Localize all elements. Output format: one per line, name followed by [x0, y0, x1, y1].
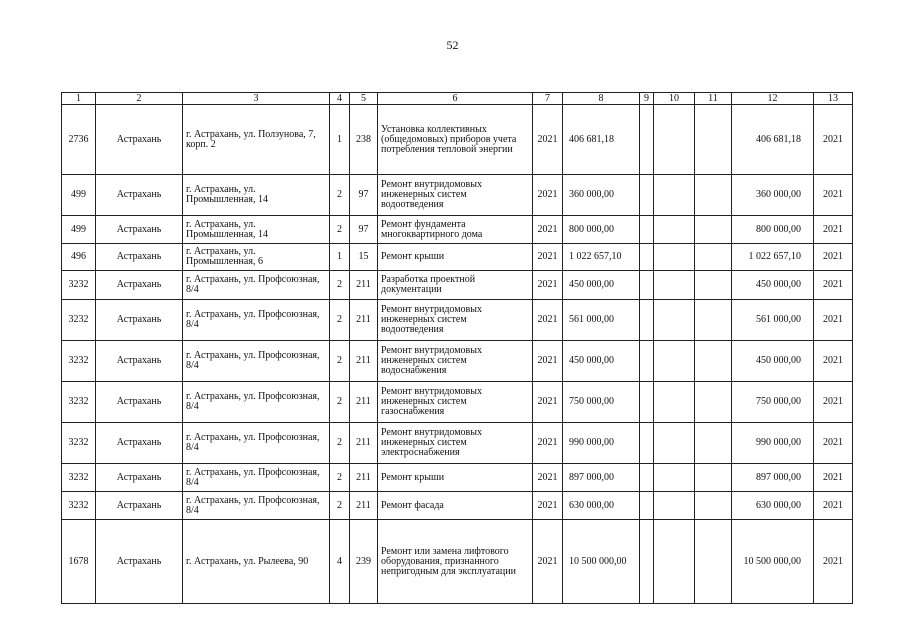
col-9-cell [640, 244, 654, 271]
col-10-cell [654, 300, 695, 341]
cost-total-cell: 800 000,00 [563, 216, 640, 244]
address-cell: г. Астрахань, ул. Ползунова, 7, корп. 2 [183, 105, 330, 175]
col-11-cell [695, 341, 732, 382]
cost-total-cell: 750 000,00 [563, 382, 640, 423]
col-11-cell [695, 423, 732, 464]
col-9-cell [640, 520, 654, 604]
address-cell: г. Астрахань, ул. Профсоюзная, 8/4 [183, 492, 330, 520]
house-number-cell: 238 [350, 105, 378, 175]
year-start-cell: 2021 [533, 382, 563, 423]
year-start-cell: 2021 [533, 300, 563, 341]
col-10-cell [654, 271, 695, 300]
table-row [62, 244, 853, 271]
house-number-cell: 97 [350, 216, 378, 244]
object-id-cell: 3232 [62, 341, 96, 382]
year-end-cell: 2021 [814, 105, 853, 175]
table-row [62, 216, 853, 244]
column-number: 4 [330, 93, 350, 105]
category-cell: 2 [330, 300, 350, 341]
col-10-cell [654, 175, 695, 216]
locality-cell: Астрахань [96, 341, 183, 382]
cost-fund-cell: 450 000,00 [732, 341, 814, 382]
col-9-cell [640, 464, 654, 492]
col-10-cell [654, 382, 695, 423]
house-number-cell: 211 [350, 382, 378, 423]
year-end-cell: 2021 [814, 423, 853, 464]
col-11-cell [695, 520, 732, 604]
column-number: 10 [654, 93, 695, 105]
house-number-cell: 211 [350, 271, 378, 300]
locality-cell: Астрахань [96, 175, 183, 216]
capital-repair-table [61, 92, 853, 604]
col-10-cell [654, 244, 695, 271]
col-11-cell [695, 216, 732, 244]
object-id-cell: 3232 [62, 300, 96, 341]
work-type-cell: Ремонт крыши [378, 464, 533, 492]
year-start-cell: 2021 [533, 271, 563, 300]
col-11-cell [695, 382, 732, 423]
object-id-cell: 2736 [62, 105, 96, 175]
category-cell: 2 [330, 175, 350, 216]
col-9-cell [640, 216, 654, 244]
year-end-cell: 2021 [814, 300, 853, 341]
column-number: 1 [62, 93, 96, 105]
year-start-cell: 2021 [533, 423, 563, 464]
table-row [62, 175, 853, 216]
col-9-cell [640, 105, 654, 175]
work-type-cell: Ремонт фундамента многоквартирного дома [378, 216, 533, 244]
col-11-cell [695, 300, 732, 341]
cost-fund-cell: 561 000,00 [732, 300, 814, 341]
category-cell: 1 [330, 105, 350, 175]
column-number: 5 [350, 93, 378, 105]
work-type-cell: Ремонт крыши [378, 244, 533, 271]
year-start-cell: 2021 [533, 216, 563, 244]
col-9-cell [640, 341, 654, 382]
column-number: 11 [695, 93, 732, 105]
locality-cell: Астрахань [96, 244, 183, 271]
col-10-cell [654, 216, 695, 244]
work-type-cell: Ремонт внутридомовых инженерных систем электроснабжения [378, 423, 533, 464]
table-row [62, 300, 853, 341]
cost-total-cell: 990 000,00 [563, 423, 640, 464]
table-row [62, 520, 853, 604]
table-row [62, 271, 853, 300]
cost-total-cell: 1 022 657,10 [563, 244, 640, 271]
address-cell: г. Астрахань, ул. Профсоюзная, 8/4 [183, 271, 330, 300]
work-type-cell: Ремонт внутридомовых инженерных систем водоотведения [378, 175, 533, 216]
cost-total-cell: 360 000,00 [563, 175, 640, 216]
column-number: 7 [533, 93, 563, 105]
locality-cell: Астрахань [96, 464, 183, 492]
cost-fund-cell: 630 000,00 [732, 492, 814, 520]
house-number-cell: 211 [350, 423, 378, 464]
locality-cell: Астрахань [96, 216, 183, 244]
year-start-cell: 2021 [533, 464, 563, 492]
house-number-cell: 15 [350, 244, 378, 271]
object-id-cell: 499 [62, 175, 96, 216]
column-number: 6 [378, 93, 533, 105]
column-number: 13 [814, 93, 853, 105]
address-cell: г. Астрахань, ул. Профсоюзная, 8/4 [183, 382, 330, 423]
year-start-cell: 2021 [533, 492, 563, 520]
category-cell: 2 [330, 423, 350, 464]
locality-cell: Астрахань [96, 492, 183, 520]
col-9-cell [640, 492, 654, 520]
table-row [62, 492, 853, 520]
col-9-cell [640, 271, 654, 300]
column-number: 9 [640, 93, 654, 105]
category-cell: 2 [330, 271, 350, 300]
locality-cell: Астрахань [96, 300, 183, 341]
table-row [62, 341, 853, 382]
year-start-cell: 2021 [533, 520, 563, 604]
work-type-cell: Установка коллективных (общедомовых) приборов учета потребления тепловой энергии [378, 105, 533, 175]
col-10-cell [654, 520, 695, 604]
cost-total-cell: 406 681,18 [563, 105, 640, 175]
address-cell: г. Астрахань, ул. Профсоюзная, 8/4 [183, 300, 330, 341]
cost-total-cell: 561 000,00 [563, 300, 640, 341]
object-id-cell: 3232 [62, 492, 96, 520]
cost-fund-cell: 10 500 000,00 [732, 520, 814, 604]
cost-fund-cell: 360 000,00 [732, 175, 814, 216]
col-11-cell [695, 464, 732, 492]
year-end-cell: 2021 [814, 464, 853, 492]
col-11-cell [695, 271, 732, 300]
cost-fund-cell: 897 000,00 [732, 464, 814, 492]
year-start-cell: 2021 [533, 244, 563, 271]
column-number: 12 [732, 93, 814, 105]
year-end-cell: 2021 [814, 382, 853, 423]
object-id-cell: 3232 [62, 464, 96, 492]
address-cell: г. Астрахань, ул. Промышленная, 6 [183, 244, 330, 271]
category-cell: 4 [330, 520, 350, 604]
address-cell: г. Астрахань, ул. Промышленная, 14 [183, 175, 330, 216]
locality-cell: Астрахань [96, 423, 183, 464]
col-10-cell [654, 464, 695, 492]
cost-total-cell: 897 000,00 [563, 464, 640, 492]
house-number-cell: 97 [350, 175, 378, 216]
object-id-cell: 1678 [62, 520, 96, 604]
cost-total-cell: 450 000,00 [563, 271, 640, 300]
col-9-cell [640, 423, 654, 464]
cost-fund-cell: 800 000,00 [732, 216, 814, 244]
year-end-cell: 2021 [814, 492, 853, 520]
category-cell: 2 [330, 382, 350, 423]
cost-fund-cell: 406 681,18 [732, 105, 814, 175]
year-end-cell: 2021 [814, 244, 853, 271]
col-11-cell [695, 105, 732, 175]
address-cell: г. Астрахань, ул. Промышленная, 14 [183, 216, 330, 244]
col-9-cell [640, 382, 654, 423]
locality-cell: Астрахань [96, 271, 183, 300]
year-start-cell: 2021 [533, 175, 563, 216]
house-number-cell: 211 [350, 341, 378, 382]
year-end-cell: 2021 [814, 271, 853, 300]
year-end-cell: 2021 [814, 175, 853, 216]
object-id-cell: 3232 [62, 423, 96, 464]
address-cell: г. Астрахань, ул. Профсоюзная, 8/4 [183, 341, 330, 382]
house-number-cell: 211 [350, 300, 378, 341]
table-row [62, 423, 853, 464]
cost-fund-cell: 750 000,00 [732, 382, 814, 423]
house-number-cell: 211 [350, 492, 378, 520]
col-11-cell [695, 244, 732, 271]
col-9-cell [640, 300, 654, 341]
object-id-cell: 3232 [62, 382, 96, 423]
cost-fund-cell: 450 000,00 [732, 271, 814, 300]
locality-cell: Астрахань [96, 382, 183, 423]
table-row [62, 464, 853, 492]
cost-fund-cell: 1 022 657,10 [732, 244, 814, 271]
address-cell: г. Астрахань, ул. Рылеева, 90 [183, 520, 330, 604]
column-number: 2 [96, 93, 183, 105]
col-9-cell [640, 175, 654, 216]
page-number: 52 [446, 38, 459, 52]
table-row [62, 382, 853, 423]
cost-total-cell: 10 500 000,00 [563, 520, 640, 604]
locality-cell: Астрахань [96, 105, 183, 175]
address-cell: г. Астрахань, ул. Профсоюзная, 8/4 [183, 464, 330, 492]
col-11-cell [695, 175, 732, 216]
category-cell: 2 [330, 464, 350, 492]
col-11-cell [695, 492, 732, 520]
year-start-cell: 2021 [533, 341, 563, 382]
object-id-cell: 499 [62, 216, 96, 244]
address-cell: г. Астрахань, ул. Профсоюзная, 8/4 [183, 423, 330, 464]
year-end-cell: 2021 [814, 341, 853, 382]
house-number-cell: 239 [350, 520, 378, 604]
table-row [62, 105, 853, 175]
work-type-cell: Ремонт внутридомовых инженерных систем водоснабжения [378, 341, 533, 382]
column-number: 8 [563, 93, 640, 105]
col-10-cell [654, 423, 695, 464]
col-10-cell [654, 341, 695, 382]
column-numbers-row [62, 93, 853, 105]
locality-cell: Астрахань [96, 520, 183, 604]
col-10-cell [654, 105, 695, 175]
work-type-cell: Ремонт внутридомовых инженерных систем водоотведения [378, 300, 533, 341]
year-start-cell: 2021 [533, 105, 563, 175]
category-cell: 1 [330, 244, 350, 271]
cost-total-cell: 450 000,00 [563, 341, 640, 382]
year-end-cell: 2021 [814, 520, 853, 604]
cost-fund-cell: 990 000,00 [732, 423, 814, 464]
col-10-cell [654, 492, 695, 520]
work-type-cell: Ремонт или замена лифтового оборудования, признанного непригодным для эксплуатации [378, 520, 533, 604]
category-cell: 2 [330, 341, 350, 382]
object-id-cell: 496 [62, 244, 96, 271]
year-end-cell: 2021 [814, 216, 853, 244]
house-number-cell: 211 [350, 464, 378, 492]
column-number: 3 [183, 93, 330, 105]
work-type-cell: Ремонт фасада [378, 492, 533, 520]
category-cell: 2 [330, 216, 350, 244]
category-cell: 2 [330, 492, 350, 520]
object-id-cell: 3232 [62, 271, 96, 300]
cost-total-cell: 630 000,00 [563, 492, 640, 520]
work-type-cell: Разработка проектной документации [378, 271, 533, 300]
work-type-cell: Ремонт внутридомовых инженерных систем газоснабжения [378, 382, 533, 423]
